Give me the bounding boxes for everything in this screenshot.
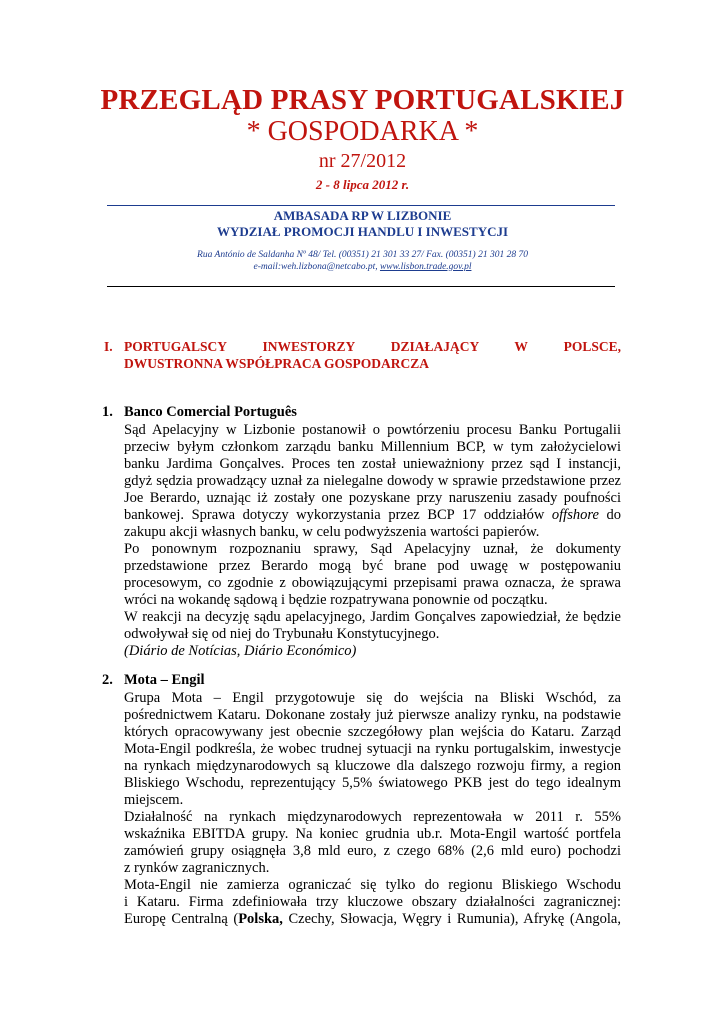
embassy-department: WYDZIAŁ PROMOCJI HANDLU I INWESTYCJI xyxy=(216,224,509,239)
text-line: zakupu akcji własnych banku, w celu podwyższenia wartości papierów. xyxy=(124,524,540,540)
section-heading-line2: DWUSTRONNA WSPÓŁPRACA GOSPODARCZA xyxy=(124,356,430,371)
embassy-address: Rua António de Saldanha Nº 48/ Tel. (00351) 21 301 33 27/ Fax. (00351) 21 301 28 70 xyxy=(197,250,528,260)
bold-term: Polska, xyxy=(238,911,283,927)
embassy-website-link[interactable]: www.lisbon.trade.gov.pl xyxy=(379,262,472,272)
text-line: Mota-Engil nie zamierza ograniczać się tylko do regionu Bliskiego Wschodu xyxy=(124,877,621,893)
text-line: i Kataru. Firma zdefiniowała trzy kluczowe obszary działalności zagranicznej: xyxy=(124,894,621,910)
text-line: odwoływał się od niej do Trybunału Konstytucyjnego. xyxy=(124,626,440,642)
contact-divider xyxy=(107,286,615,287)
header-divider xyxy=(107,205,615,206)
text-line: gdyż sędzia prowadzący uznał za nielegalne dowody w sprawie przedstawione przez xyxy=(124,473,621,489)
text-line: których opracowywany jest obecnie szczegółowy plan wejścia do Kataru. Zarząd xyxy=(124,724,621,740)
item-body xyxy=(124,422,621,643)
text-line: wróci na wokandę sądową i będzie rozpatrywana ponownie od początku. xyxy=(124,592,548,608)
text-run: Europę Centralną ( xyxy=(124,911,239,927)
item-title: Mota – Engil xyxy=(124,672,205,688)
text-line: procesowym, co zgodnie z obowiązującymi przepisami prawa oznacza, że sprawa xyxy=(124,575,621,591)
item-source: (Diário de Notícias, Diário Económico) xyxy=(124,643,357,659)
text-line xyxy=(124,507,621,524)
text-run: Czechy, Słowacja, Węgry i Rumunia), Afrykę (Angola, xyxy=(282,911,621,927)
text-line: z rynków zagranicznych. xyxy=(124,860,270,876)
text-line: W reakcji na decyzję sądu apelacyjnego, Jardim Gonçalves zapowiedział, że będzie xyxy=(124,609,621,625)
text-line: zamówień grupy osiągnęła 3,8 mld euro, z czego 68% (2,6 mld euro) pochodzi xyxy=(124,843,621,859)
embassy-name: AMBASADA RP W LIZBONIE xyxy=(273,208,452,223)
section-heading-line1: PORTUGALSCY INWESTORZY DZIAŁAJĄCY W POLSCE, xyxy=(124,339,621,354)
text-line: Joe Berardo, uznając iż zostały one pozyskane przy naruszeniu zasady poufności xyxy=(124,490,621,506)
text-run: do xyxy=(598,507,621,523)
text-line: na rynkach międzynarodowych są kluczowe dla dalszego rozwoju firmy, a region xyxy=(124,758,621,774)
text-line: Grupa Mota – Engil przygotowuje się do wejścia na Bliski Wschód, za xyxy=(124,690,621,706)
text-run: bankowej. Sprawa dotyczy wykorzystania przez BCP 17 oddziałów xyxy=(124,507,552,523)
text-line: Bliskiego Wschodu, reprezentujący 5,5% światowego PKB jest do tego idealnym xyxy=(124,775,621,791)
section-number: I. xyxy=(104,339,113,354)
embassy-email: e-mail:weh.lizbona@netcabo.pt, xyxy=(253,262,380,272)
item-title: Banco Comercial Português xyxy=(124,404,297,420)
document-title: PRZEGLĄD PRASY PORTUGALSKIEJ xyxy=(100,84,625,116)
text-line: miejscem. xyxy=(124,792,184,808)
issue-dates: 2 - 8 lipca 2012 r. xyxy=(315,177,410,192)
text-line: banku Jardima Gonçalves. Proces ten został unieważniony przez sąd I instancji, xyxy=(124,456,621,472)
text-line: Działalność na rynkach międzynarodowych reprezentowała w 2011 r. 55% xyxy=(124,809,621,825)
italic-term: offshore xyxy=(551,507,599,523)
text-line: Mota-Engil podkreśla, że wobec trudnej sytuacji na rynku portugalskim, inwestycje xyxy=(124,741,621,757)
text-line: Po ponownym rozpoznaniu sprawy, Sąd Apelacyjny uznał, że dokumenty xyxy=(124,541,621,557)
document-subtitle: * GOSPODARKA * xyxy=(246,116,479,147)
issue-number: nr 27/2012 xyxy=(318,150,407,172)
text-line: Sąd Apelacyjny w Lizbonie postanowił o powtórzeniu procesu Banku Portugalii xyxy=(124,422,621,438)
item-number: 2. xyxy=(102,672,113,688)
text-line: wskaźnika EBITDA grupy. Na koniec grudnia ub.r. Mota-Engil wartość portfela xyxy=(124,826,621,842)
text-line: przeciw byłym członkom zarządu banku Millennium BCP, w tym założycielowi xyxy=(124,439,621,455)
embassy-contact xyxy=(0,262,725,272)
text-line xyxy=(124,911,621,928)
text-line: przedstawione przez Berardo mogą być brane pod uwagę w postępowaniu xyxy=(124,558,621,574)
item-number: 1. xyxy=(102,404,113,420)
text-line: pośrednictwem Kataru. Dokonane zostały już pierwsze analizy rynku, na podstawie xyxy=(124,707,621,723)
item-body xyxy=(124,690,621,928)
